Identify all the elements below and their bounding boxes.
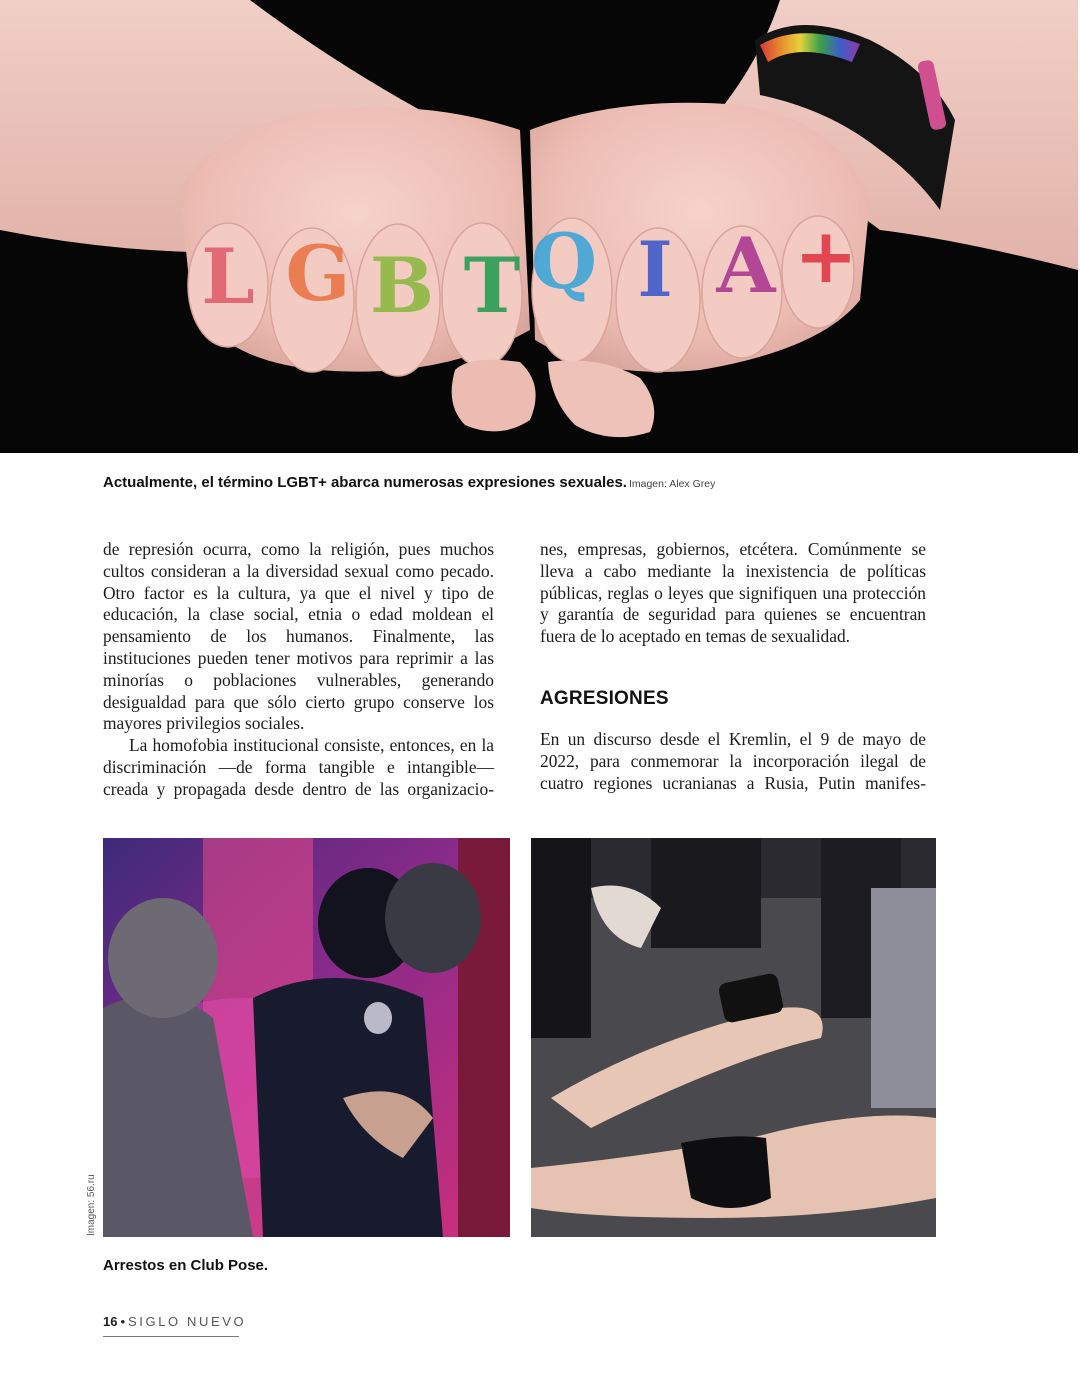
photo-caption: Arrestos en Club Pose. <box>103 1257 269 1274</box>
footer-rule <box>103 1336 239 1337</box>
article-column-left <box>103 539 494 801</box>
left-thumb <box>452 360 536 432</box>
magazine-name: SIGLO NUEVO <box>128 1314 247 1329</box>
article-paragraph: La homofobia institucional consiste, entonces, en la discriminación —de forma tangible e intangible— creada y propagada desde dentro de las organizacio- <box>103 735 494 799</box>
footer-separator: • <box>120 1314 126 1329</box>
officer-figure <box>531 838 591 1038</box>
fists-illustration <box>0 0 1078 453</box>
page-footer <box>103 1314 246 1329</box>
hero-image-credit: Imagen: Alex Grey <box>628 478 716 490</box>
photo-arrest-club <box>103 838 510 1237</box>
officer-figure <box>651 838 761 948</box>
police-badge-icon <box>364 1002 392 1034</box>
hero-image <box>0 0 1078 453</box>
knuckle-letter: Q <box>530 217 598 306</box>
knuckle-letter: I <box>637 225 673 314</box>
hero-caption <box>103 474 1003 491</box>
knuckle-letter: A <box>716 221 776 310</box>
article-column-right <box>540 539 926 794</box>
photo-detainees <box>531 838 936 1237</box>
detainees-photo <box>531 838 936 1237</box>
knuckle-letter: B <box>369 241 435 330</box>
hero-caption-text: Actualmente, el término LGBT+ abarca numerosas expresiones sexuales. <box>103 474 627 491</box>
knuckle-letter: L <box>201 232 255 321</box>
photo-credit: Imagen: 56.ru <box>86 1174 97 1236</box>
article-paragraph: En un discurso desde el Kremlin, el 9 de mayo de 2022, para conmemorar la incorporación ilegal de cuatro regiones ucranianas a Rusia, Putin manifes- <box>540 728 926 793</box>
knuckle-letter: T <box>463 241 521 330</box>
club-raid-photo <box>103 838 510 1237</box>
knuckle-letter: + <box>794 211 858 300</box>
article-paragraph: nes, empresas, gobiernos, etcétera. Comúnmente se lleva a cabo mediante la inexistencia de políticas públicas, reglas o leyes que signifiquen una protección y garantía de seguridad para quienes se encuentran fuera de lo aceptado en temas de sexualidad. <box>540 539 926 647</box>
page-number: 16 <box>103 1314 118 1329</box>
section-heading: AGRESIONES <box>540 687 669 709</box>
knuckle-letter: G <box>285 229 351 318</box>
article-paragraph: de represión ocurra, como la religión, pues muchos cultos consideran a la diversidad sexual como pecado. Otro factor es la cultura, ya que el nivel y tipo de educación, la clase social, etnia o edad moldean el pensamiento de los humanos. Finalmente, las instituciones pueden tener motivos para reprimir a las minorías o poblaciones vulnerables, generando desigualdad para que sólo cierto grupo conserve los mayores privilegios sociales. <box>103 539 494 734</box>
